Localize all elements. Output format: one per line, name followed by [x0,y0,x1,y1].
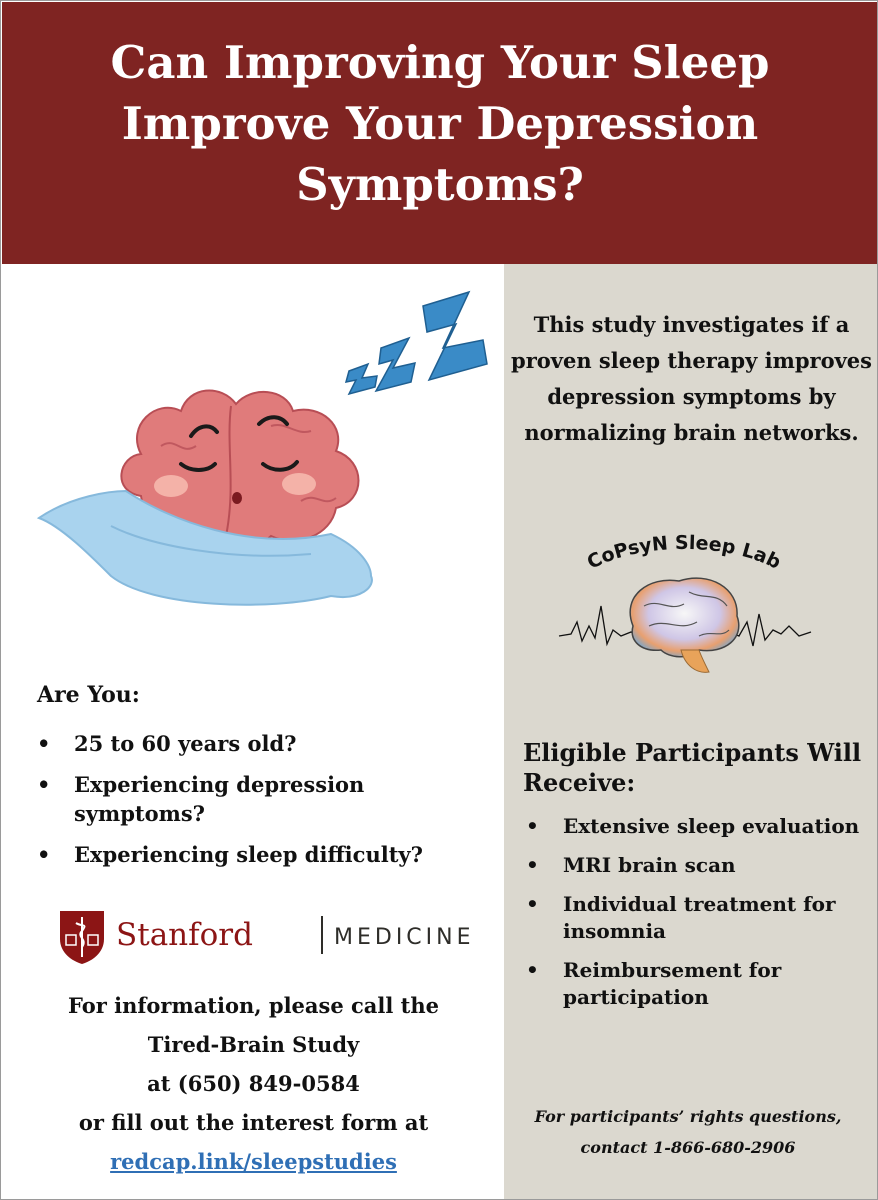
zzz-icon [346,292,487,394]
lab-logo-text: CoPsyN Sleep Lab [583,531,785,574]
contact-line-2: Tired-Brain Study [147,1032,360,1057]
criteria-item-sleep: • Experiencing sleep difficulty? [35,840,485,869]
brain-with-eeg-wave-icon [549,526,821,686]
criteria-item-age: • 25 to 60 years old? [35,729,485,758]
sleeping-brain-on-pillow-icon [31,286,501,621]
criteria-item-depression: • Experiencing depression symptoms? [35,770,485,828]
stanford-wordmark: Stanford [116,917,253,953]
copsyn-lab-logo [549,526,821,686]
contact-line-4: or fill out the interest form at [78,1110,429,1135]
benefit-item-mri: • MRI brain scan [523,852,868,879]
stanford-shield-icon [58,909,106,965]
contact-info [21,986,486,1181]
participants-rights-note [509,1101,867,1163]
criteria-list [35,729,485,881]
page-title: Can Improving Your Sleep Improve Your Depression Symptoms? [110,36,770,211]
study-description: This study investigates if a proven sleep therapy improves depression symptoms by normalizing brain networks. [511,312,872,445]
benefits-heading: Eligible Participants Will Receive: [523,738,862,797]
contact-line-1: For information, please call the [67,993,439,1018]
stanford-medicine-logo [58,909,475,965]
medicine-wordmark: MEDICINE [334,925,475,950]
benefit-item-reimbursement: • Reimbursement for participation [523,957,868,1011]
benefits-list [523,813,868,1023]
interest-form-link[interactable]: redcap.link/sleepstudies [110,1149,397,1174]
benefit-item-evaluation: • Extensive sleep evaluation [523,813,868,840]
contact-phone: at (650) 849-0584 [147,1071,360,1096]
rights-line-1: For participants’ rights questions, [534,1107,842,1126]
logo-divider [321,916,323,954]
benefit-item-treatment: • Individual treatment for insomnia [523,891,868,945]
header-banner [2,2,878,264]
rights-line-2: contact 1-866-680-2906 [580,1138,796,1157]
sleeping-brain-illustration [31,286,501,621]
are-you-heading: Are You: [37,682,140,708]
